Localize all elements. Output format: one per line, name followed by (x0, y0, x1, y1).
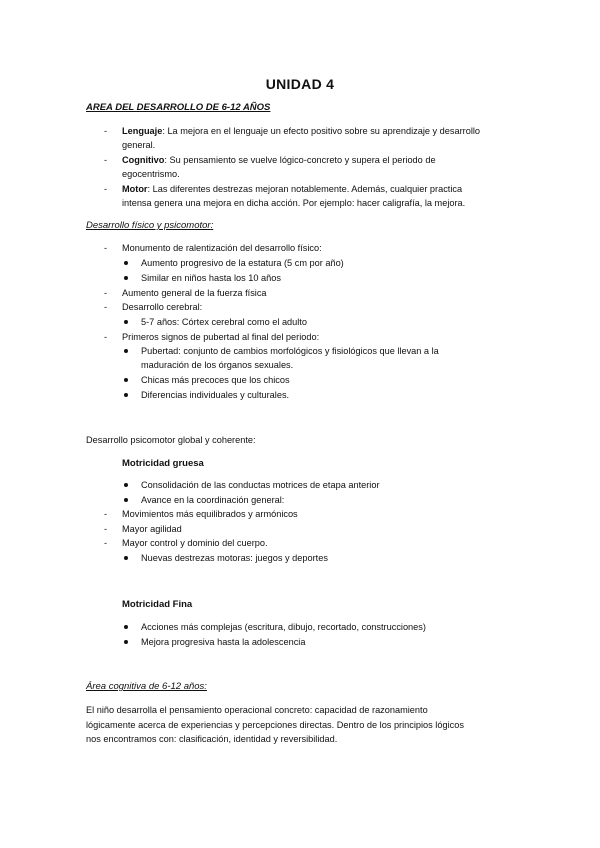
dash-marker: - (104, 155, 108, 165)
page-title: UNIDAD 4 (265, 76, 335, 92)
term-cognitivo: Cognitivo (122, 155, 165, 165)
item-cognitivo (122, 153, 436, 168)
bullet-icon (124, 640, 128, 644)
list-item: Mayor agilidad (122, 524, 182, 534)
dash-marker: - (104, 524, 108, 534)
motricidad-gruesa-heading: Motricidad gruesa (122, 458, 204, 469)
list-item: Pubertad: conjunto de cambios morfológicos y fisiológicos que llevan a la (141, 346, 439, 356)
dash-marker: - (104, 184, 108, 194)
paragraph-line: lógicamente acerca de experiencias y percepciones directas. Dentro de los principios lógicos (86, 720, 464, 730)
list-item: Avance en la coordinación general: (141, 495, 285, 505)
paragraph-line: El niño desarrolla el pensamiento operacional concreto: capacidad de razonamiento (86, 705, 428, 715)
dash-marker: - (104, 243, 108, 253)
list-item: Similar en niños hasta los 10 años (141, 273, 281, 283)
item-cognitivo-cont: egocentrismo. (122, 169, 180, 179)
bullet-icon (124, 625, 128, 629)
list-item: Acciones más complejas (escritura, dibujo, recortado, construcciones) (141, 622, 426, 632)
bullet-icon (124, 393, 128, 397)
bullet-icon (124, 320, 128, 324)
list-item: Aumento general de la fuerza física (122, 288, 267, 298)
dash-marker: - (104, 288, 108, 298)
bullet-icon (124, 276, 128, 280)
list-item: Consolidación de las conductas motrices de etapa anterior (141, 480, 380, 490)
list-item: 5-7 años: Córtex cerebral como el adulto (141, 317, 307, 327)
dash-marker: - (104, 126, 108, 136)
heading-fisico-text: Desarrollo físico y psicomotor (86, 220, 211, 231)
item-lenguaje-cont: general. (122, 140, 156, 150)
list-item: Aumento progresivo de la estatura (5 cm por año) (141, 258, 344, 268)
dash-marker: - (104, 302, 108, 312)
term-lenguaje: Lenguaje (122, 126, 163, 136)
bullet-icon (124, 349, 128, 353)
section-heading-desarrollo: AREA DEL DESARROLLO DE 6-12 AÑOS (86, 102, 271, 113)
list-item: Primeros signos de pubertad al final del periodo: (122, 332, 320, 342)
list-item-cont: maduración de los órganos sexuales. (141, 360, 294, 370)
section-heading-cognitiva: Área cognitiva de 6-12 años: (86, 681, 207, 692)
dash-marker: - (104, 332, 108, 342)
bullet-icon (124, 261, 128, 265)
bullet-icon (124, 556, 128, 560)
text-motor: : Las diferentes destrezas mejoran notablemente. Además, cualquier practica (147, 184, 463, 194)
dash-marker: - (104, 509, 108, 519)
list-item: Diferencias individuales y culturales. (141, 390, 290, 400)
list-item: Desarrollo cerebral: (122, 302, 203, 312)
text-lenguaje: : La mejora en el lenguaje un efecto positivo sobre su aprendizaje y desarrollo (162, 126, 481, 136)
paragraph-line: nos encontramos con: clasificación, identidad y reversibilidad. (86, 734, 338, 744)
psicomotor-intro: Desarrollo psicomotor global y coherente: (86, 435, 256, 445)
item-motor-cont: intensa genera una mejora en dicha acción. Por ejemplo: hacer caligrafía, la mejora. (122, 198, 466, 208)
item-lenguaje (122, 124, 480, 139)
list-item: Monumento de ralentización del desarrollo físico: (122, 243, 322, 253)
list-item: Chicas más precoces que los chicos (141, 375, 290, 385)
list-item: Mayor control y dominio del cuerpo. (122, 538, 268, 548)
item-motor (122, 182, 462, 197)
motricidad-fina-heading: Motricidad Fina (122, 599, 193, 610)
bullet-icon (124, 483, 128, 487)
heading-fisico-suffix: : (210, 220, 214, 231)
dash-marker: - (104, 538, 108, 548)
list-item: Movimientos más equilibrados y armónicos (122, 509, 298, 519)
bullet-icon (124, 378, 128, 382)
term-motor: Motor (122, 184, 148, 194)
list-item: Nuevas destrezas motoras: juegos y deportes (141, 553, 328, 563)
text-cognitivo: : Su pensamiento se vuelve lógico-concreto y supera el periodo de (164, 155, 436, 165)
bullet-icon (124, 498, 128, 502)
section-heading-fisico (86, 220, 213, 231)
list-item: Mejora progresiva hasta la adolescencia (141, 637, 306, 647)
